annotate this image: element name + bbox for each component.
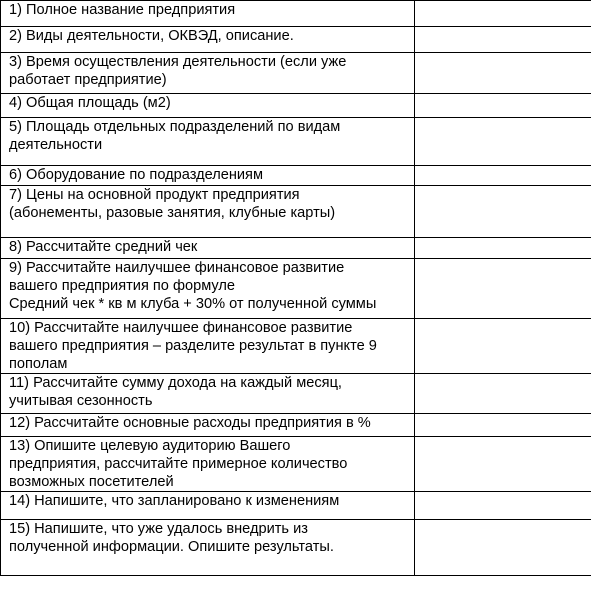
answer-cell[interactable] xyxy=(415,319,591,374)
question-label: 9) Рассчитайте наилучшее финансовое развитие вашего предприятия по формуле Средний чек * кв м клуба + 30% от полученной суммы xyxy=(1,259,415,319)
table-row xyxy=(1,1,591,27)
table-row xyxy=(1,520,591,576)
answer-cell[interactable] xyxy=(415,520,591,576)
table-row xyxy=(1,319,591,374)
answer-cell[interactable] xyxy=(415,186,591,238)
table-row xyxy=(1,27,591,53)
answer-cell[interactable] xyxy=(415,259,591,319)
question-label: 11) Рассчитайте сумму дохода на каждый месяц, учитывая сезонность xyxy=(1,374,415,414)
answer-cell[interactable] xyxy=(415,27,591,53)
answer-cell[interactable] xyxy=(415,118,591,166)
table-row xyxy=(1,259,591,319)
table-row xyxy=(1,53,591,94)
answer-cell[interactable] xyxy=(415,437,591,492)
question-label: 14) Напишите, что запланировано к изменениям xyxy=(1,492,415,520)
table-row xyxy=(1,374,591,414)
table-row xyxy=(1,414,591,437)
answer-cell[interactable] xyxy=(415,166,591,186)
table-row xyxy=(1,437,591,492)
question-label: 12) Рассчитайте основные расходы предприятия в % xyxy=(1,414,415,437)
table-row xyxy=(1,118,591,166)
answer-cell[interactable] xyxy=(415,414,591,437)
question-label: 1) Полное название предприятия xyxy=(1,1,415,27)
question-label: 6) Оборудование по подразделениям xyxy=(1,166,415,186)
question-label: 5) Площадь отдельных подразделений по видам деятельности xyxy=(1,118,415,166)
question-label: 10) Рассчитайте наилучшее финансовое развитие вашего предприятия – разделите результат в пункте 9 пополам xyxy=(1,319,415,374)
table-row xyxy=(1,166,591,186)
answer-cell[interactable] xyxy=(415,94,591,118)
question-label: 13) Опишите целевую аудиторию Вашего предприятия, рассчитайте примерное количество возможных посетителей xyxy=(1,437,415,492)
question-label: 3) Время осуществления деятельности (если уже работает предприятие) xyxy=(1,53,415,94)
question-label: 8) Рассчитайте средний чек xyxy=(1,238,415,259)
question-label: 2) Виды деятельности, ОКВЭД, описание. xyxy=(1,27,415,53)
answer-cell[interactable] xyxy=(415,238,591,259)
answer-cell[interactable] xyxy=(415,1,591,27)
question-label: 4) Общая площадь (м2) xyxy=(1,94,415,118)
table-row xyxy=(1,238,591,259)
table-row xyxy=(1,94,591,118)
table-row xyxy=(1,186,591,238)
answer-cell[interactable] xyxy=(415,374,591,414)
question-label: 7) Цены на основной продукт предприятия (абонементы, разовые занятия, клубные карты) xyxy=(1,186,415,238)
answer-cell[interactable] xyxy=(415,53,591,94)
answer-cell[interactable] xyxy=(415,492,591,520)
question-label: 15) Напишите, что уже удалось внедрить из полученной информации. Опишите результаты. xyxy=(1,520,415,576)
table-row xyxy=(1,492,591,520)
